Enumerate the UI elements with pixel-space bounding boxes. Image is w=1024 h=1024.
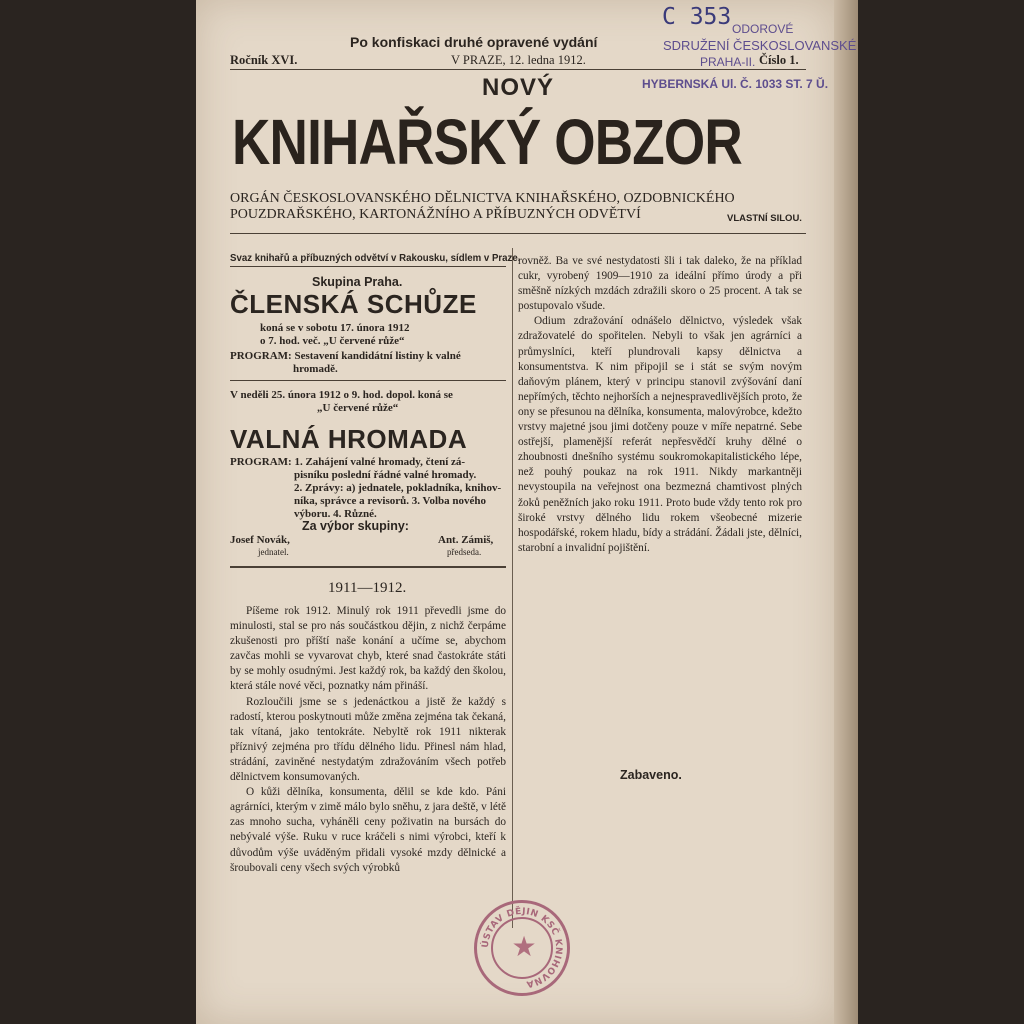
- library-stamp-line-1: ODOROVÉ: [732, 22, 794, 36]
- confiscation-note: Po konfiskaci druhé opravené vydání: [350, 34, 598, 50]
- assembly-program-line: níka, správce a revisorů. 3. Volba nového: [294, 495, 487, 507]
- shelf-mark-stamp: C 353: [662, 4, 732, 30]
- notice-bottom-rule: [230, 566, 506, 568]
- article-paragraph: Rozloučili jsme se s jedenáctkou a jistě že každý s radostí, kterou poskytnouti může změna zejména tak čekaná, tak vítaná, jako tentokráte. Nebyltě rok 1911 nikterak příznivý zejména pro třídu dělného lidu. Přinesl nám hlad, strádání, zaviněné nestydatým zdražováním všech potřeb dělnictvem konsumovaných.: [230, 695, 506, 784]
- library-stamp-line-3: PRAHA-II.: [700, 55, 756, 69]
- place-date: V PRAZE, 12. ledna 1912.: [451, 53, 586, 67]
- title-prefix: NOVÝ: [482, 74, 555, 101]
- volume-label: Ročník XVI.: [230, 53, 298, 67]
- assembly-when-1: V neděli 25. února 1912 o 9. hod. dopol. koná se: [230, 389, 453, 401]
- article-paragraph: Odium zdražování odnášelo dělnictvo, výsledek však zdražovatelé do spořitelen. Nebyli to však jen agrárníci a průmyslníci, kteří plundrovali kapsy dělnictva a konsumentstva. K nim připojil se i stát se svým novým daňovým plánem, který v principu stanovil zvýšování daní nepřímých, těchto nejhorších a nejnespravedlivějších proto, že ony se přesunou na dělníka, konsumenta, malovýrobce, kdežto vrstvy majetné jsou jimi dotčeny pouze v míře nepatrné. Sebe ostřejší, plamenější referát nepřesvědčí kruhy dělné o zhoubnosti dnešního systému soukromokapitalistického lépe, než pouhý poukaz na rok 1911. Nikdy markantněji nevystoupila na veřejnost ona bezmezná chamtivost plných žoků peněžních jako roku 1911. Proto bude vždy tento rok pro široké vrstvy dělného lidu rokem všeobecné mizerie hospodářské, rokem hladu, bídy a strádání. Žádali jste, dělníci, starobní a invalidní pojištění.: [518, 315, 802, 554]
- masthead-bottom-rule: [230, 233, 806, 234]
- committee-label: Za výbor skupiny:: [302, 519, 409, 533]
- book-spine: [834, 0, 858, 1024]
- article-heading: 1911—1912.: [328, 580, 407, 596]
- masthead-top-rule: [230, 69, 806, 70]
- assembly-program-line: výboru. 4. Různé.: [294, 508, 377, 520]
- group-label: Skupina Praha.: [312, 275, 403, 289]
- signer-2-role: předseda.: [447, 547, 482, 557]
- article-paragraph: Píšeme rok 1912. Minulý rok 1911 převedli jsme do minulosti, stal se pro nás součástkou dějin, z nichž čerpáme zkušenosti pro příští naše konání a učíme se, abychom zavčas mohli se vyvarovat chyb, které snad častokráte státi by se mohly osudnými. Jest každý rok, ba každý den školou, která stále nové věci, poznatky nám přináší.: [230, 605, 506, 693]
- own-strength-motto: VLASTNÍ SILOU.: [727, 213, 802, 224]
- subtitle-line-2: POUZDRAŘSKÉHO, KARTONÁŽNÍHO A PŘÍBUZNÝCH ODVĚTVÍ: [230, 207, 641, 222]
- union-rule: [230, 266, 506, 267]
- column-divider: [512, 248, 513, 928]
- library-stamp-line-2: SDRUŽENÍ ČESKOSLOVANSKÉ: [663, 38, 857, 53]
- assembly-program-line: pisníku poslední řádné valné hromady.: [294, 469, 477, 481]
- subtitle-line-1: ORGÁN ČESKOSLOVANSKÉHO DĚLNICTVA KNIHAŘSKÉHO, OZDOBNICKÉHO: [230, 191, 735, 206]
- star-icon: ★: [511, 932, 537, 963]
- library-stamp-address: HYBERNSKÁ Ul. Č. 1033 ST. 7 Ŭ.: [642, 77, 829, 91]
- meeting-program-2: hromadě.: [293, 363, 338, 375]
- meeting-when-1: koná se v sobotu 17. února 1912: [260, 322, 410, 334]
- seal-inner-ring: [491, 917, 553, 979]
- article-left-column: [230, 604, 506, 876]
- article-paragraph: O kůži dělníka, konsumenta, dělil se kde kdo. Páni agrárníci, kterým v zimě málo bylo sněhu, z jara deště, v létě zas mnoho sucha, vyháněli ceny poživatin na bursách do nebývalé výše. Ruku v ruce kráčeli s nimi výrobci, kteří k důvodům výše uváděným přidali vysoké mzdy dělnické a šroubovali ceny všech svých výrobků: [230, 786, 506, 874]
- signer-1-role: jednatel.: [258, 547, 289, 557]
- issue-number: Číslo 1.: [759, 53, 799, 67]
- meeting-rule: [230, 380, 506, 381]
- assembly-title: VALNÁ HROMADA: [230, 424, 468, 454]
- assembly-program-line: 2. Zprávy: a) jednatele, pokladníka, knihov-: [294, 482, 502, 494]
- signer-1-name: Josef Novák,: [230, 534, 290, 546]
- meeting-program-1: PROGRAM: Sestavení kandidátní listiny k valné: [230, 350, 461, 362]
- meeting-when-2: o 7. hod. več. „U červené růže“: [260, 335, 405, 347]
- signer-2-name: Ant. Zámiš,: [438, 534, 494, 546]
- seal-text: ÚSTAV DĚJIN KSČ KNIHOVNA: [480, 906, 564, 989]
- meeting-title: ČLENSKÁ SCHŮZE: [230, 289, 477, 319]
- assembly-program-line: PROGRAM: 1. Zahájení valné hromady, čtení zá-: [230, 456, 466, 468]
- page-title: KNIHAŘSKÝ OBZOR: [232, 106, 742, 178]
- assembly-when-2: „U červené růže“: [317, 402, 399, 414]
- censored-note: Zabaveno.: [620, 768, 682, 782]
- union-line: Svaz knihařů a příbuzných odvětví v Rakousku, sídlem v Praze.: [230, 252, 521, 264]
- article-right-column: [518, 254, 802, 556]
- article-paragraph: rovněž. Ba ve své nestydatosti šli i tak daleko, že na příklad cukr, vyrobený 1909—1910 za ideální přímo úrody a při směšně nízkých mzdách zdražili skoro o 25 procent. A tak se postupovalo všude.: [518, 255, 802, 313]
- library-seal: [474, 900, 570, 996]
